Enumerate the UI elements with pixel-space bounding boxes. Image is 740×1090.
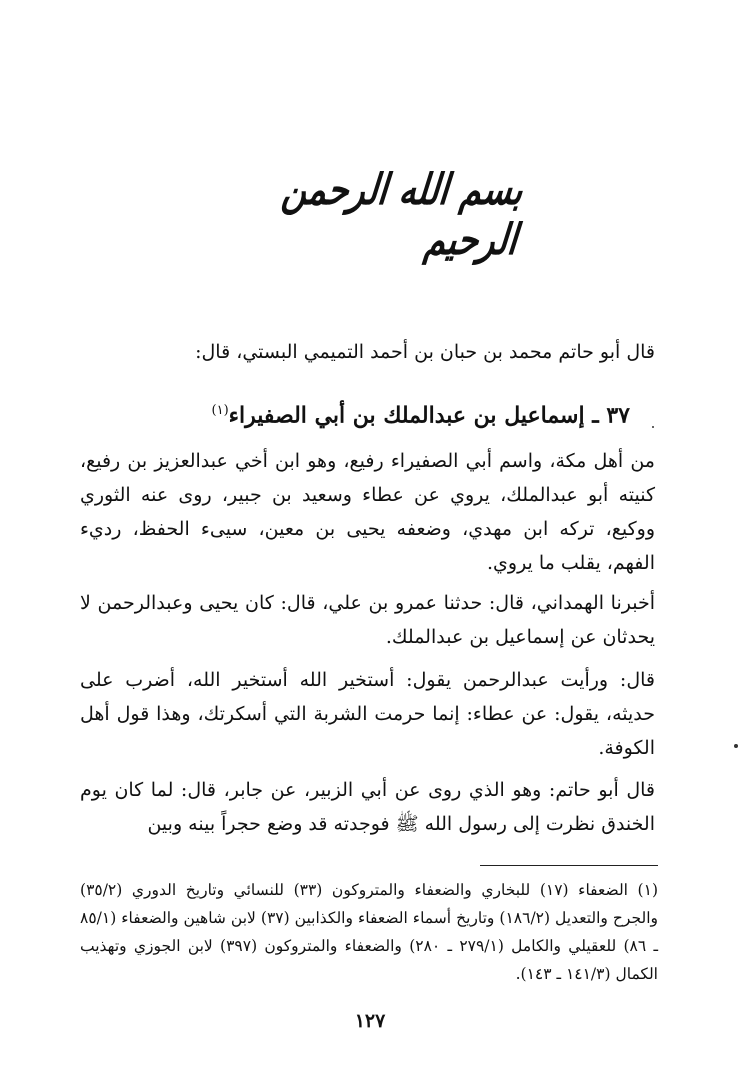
margin-mark bbox=[734, 744, 738, 748]
entry-heading-text: ٣٧ ـ إسماعيل بن عبدالملك بن أبي الصفيراء bbox=[228, 402, 630, 429]
page-number: ١٢٧ bbox=[354, 1010, 386, 1032]
intro-line: قال أبو حاتم محمد بن حبان بن أحمد التميمي البستي، قال: bbox=[195, 341, 655, 363]
paragraph-3: قال: ورأيت عبدالرحمن يقول: أستخير الله أستخير الله، أضرب على حديثه، يقول: عن عطاء: إنما حرمت الشربة التي أسكرتك، وهذا قول أهل الكوفة. bbox=[80, 669, 655, 759]
basmala-calligraphy: بسم الله الرحمن الرحيم bbox=[279, 165, 526, 265]
paragraph-2: أخبرنا الهمداني، قال: حدثنا عمرو بن علي، قال: كان يحيى وعبدالرحمن لا يحدثان عن إسماعيل بن عبدالملك. bbox=[80, 592, 655, 648]
footnote-ref[interactable]: (١) bbox=[211, 403, 229, 418]
footnote-divider bbox=[480, 865, 658, 866]
margin-mark bbox=[652, 426, 654, 428]
entry-heading bbox=[80, 393, 630, 433]
paragraph-1: من أهل مكة، واسم أبي الصفيراء رفيع، وهو ابن أخي عبدالعزيز بن رفيع، كنيته أبو عبدالملك، يروي عن عطاء وسعيد بن جبير، روى عنه الثوري ووكيع، تركه ابن مهدي، وضعفه يحيى بن معين، سيىء الحفظ، رديء الفهم، يقلب ما يروي. bbox=[80, 450, 655, 574]
footnote: (١) الضعفاء (١٧) للبخاري والضعفاء والمتروكون (٣٣) للنسائي وتاريخ الدوري (٣٥/٢) والجرح والتعديل (١٨٦/٢) وتاريخ أسماء الضعفاء والكذابين (٣٧) لابن شاهين والضعفاء (٨٥/١ ـ ٨٦) للعقيلي والكامل (٢٧٩/١ ـ ٢٨٠) والضعفاء والمتروكون (٣٩٧) لابن الجوزي وتهذيب الكمال (١٤١/٣ ـ ١٤٣). bbox=[80, 881, 659, 983]
paragraph-4: قال أبو حاتم: وهو الذي روى عن أبي الزبير، عن جابر، قال: لما كان يوم الخندق نظرت إلى رسول الله ﷺ فوجدته قد وضع حجراً بينه وبين bbox=[80, 779, 655, 835]
